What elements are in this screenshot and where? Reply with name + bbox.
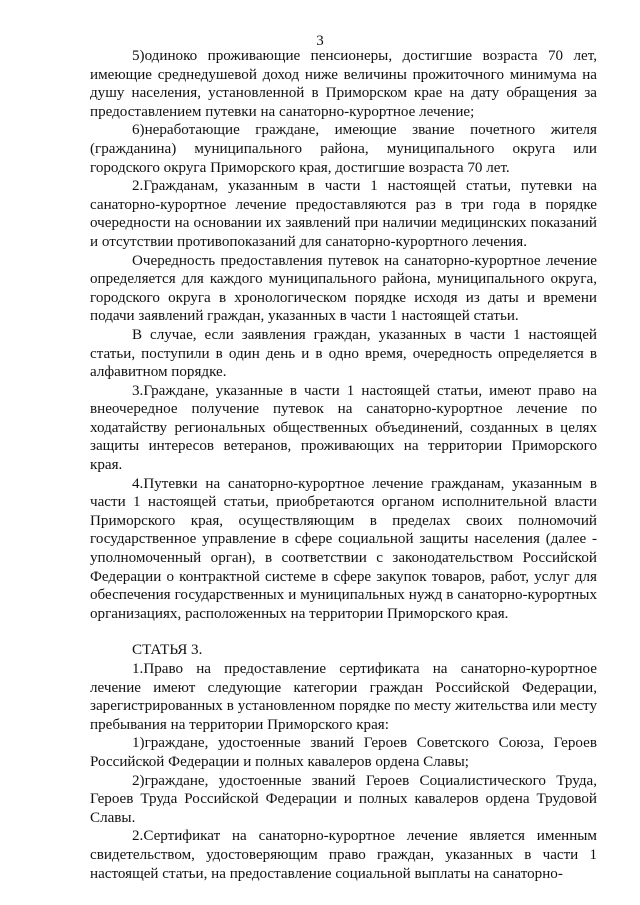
paragraph: В случае, если заявления граждан, указанных в части 1 настоящей статьи, поступили в один день и в одно время, очередность определяется в алфавитном порядке. [90, 326, 597, 381]
paragraph: 6)неработающие граждане, имеющие звание почетного жителя (гражданина) муниципального района, муниципального округа или городского округа Приморского края, достигшие возраста 70 лет. [90, 122, 597, 176]
paragraph: Очередность предоставления путевок на санаторно-курортное лечение определяется для каждого муниципального района, муниципального округа, городского округа в хронологическом порядке исходя из даты и времени подачи заявлений граждан, указанных в части 1 настоящей статьи. [90, 252, 597, 325]
document-body [90, 47, 597, 883]
paragraph: 1)граждане, удостоенные званий Героев Советского Союза, Героев Российской Федерации и полных кавалеров ордена Славы; [90, 735, 597, 770]
paragraph: 2.Сертификат на санаторно-курортное лечение является именным свидетельством, удостоверяющим право граждан, указанных в части 1 настоящей статьи, на предоставление социальной выплаты на санаторно- [90, 828, 597, 882]
section-spacer [90, 623, 597, 641]
paragraph: 1.Право на предоставление сертификата на санаторно-курортное лечение имеют следующие категории граждан Российской Федерации, зарегистрированных в установленном порядке по месту жительства или месту пребывания на территории Приморского края: [90, 661, 597, 733]
paragraph: 5)одиноко проживающие пенсионеры, достигшие возраста 70 лет, имеющие среднедушевой доход ниже величины прожиточного минимума на душу населения, установленной в Приморском крае на дату обращения за предоставлением путевки на санаторно-курортное лечение; [90, 48, 597, 120]
paragraph: 2)граждане, удостоенные званий Героев Социалистического Труда, Героев Труда Российской Федерации и полных кавалеров ордена Трудовой Славы. [90, 772, 597, 826]
paragraph: 2.Гражданам, указанным в части 1 настоящей статьи, путевки на санаторно-курортное лечение предоставляются раз в три года в порядке очередности на основании их заявлений при наличии медицинских показаний и отсутствии противопоказаний для санаторно-курортного лечения. [90, 178, 597, 250]
page-number: 3 [316, 33, 324, 49]
paragraph: 4.Путевки на санаторно-курортное лечение гражданам, указанным в части 1 настоящей статьи, приобретаются органом исполнительной власти Приморского края, осуществляющим в пределах своих полномочий государственное управление в сфере социальной защиты населения (далее - уполномоченный орган), в соответствии с законодательством Российской Федерации о контрактной системе в сфере закупок товаров, работ, услуг для обеспечения государственных и муниципальных нужд в санаторно-курортных организациях, расположенных на территории Приморского края. [90, 475, 597, 622]
article-heading: СТАТЬЯ 3. [132, 642, 203, 659]
paragraph: 3.Граждане, указанные в части 1 настоящей статьи, имеют право на внеочередное получение путевок на санаторно-курортное лечение по ходатайству региональных общественных объединений, созданных в целях защиты интересов ветеранов, проживающих на территории Приморского края. [90, 382, 597, 474]
